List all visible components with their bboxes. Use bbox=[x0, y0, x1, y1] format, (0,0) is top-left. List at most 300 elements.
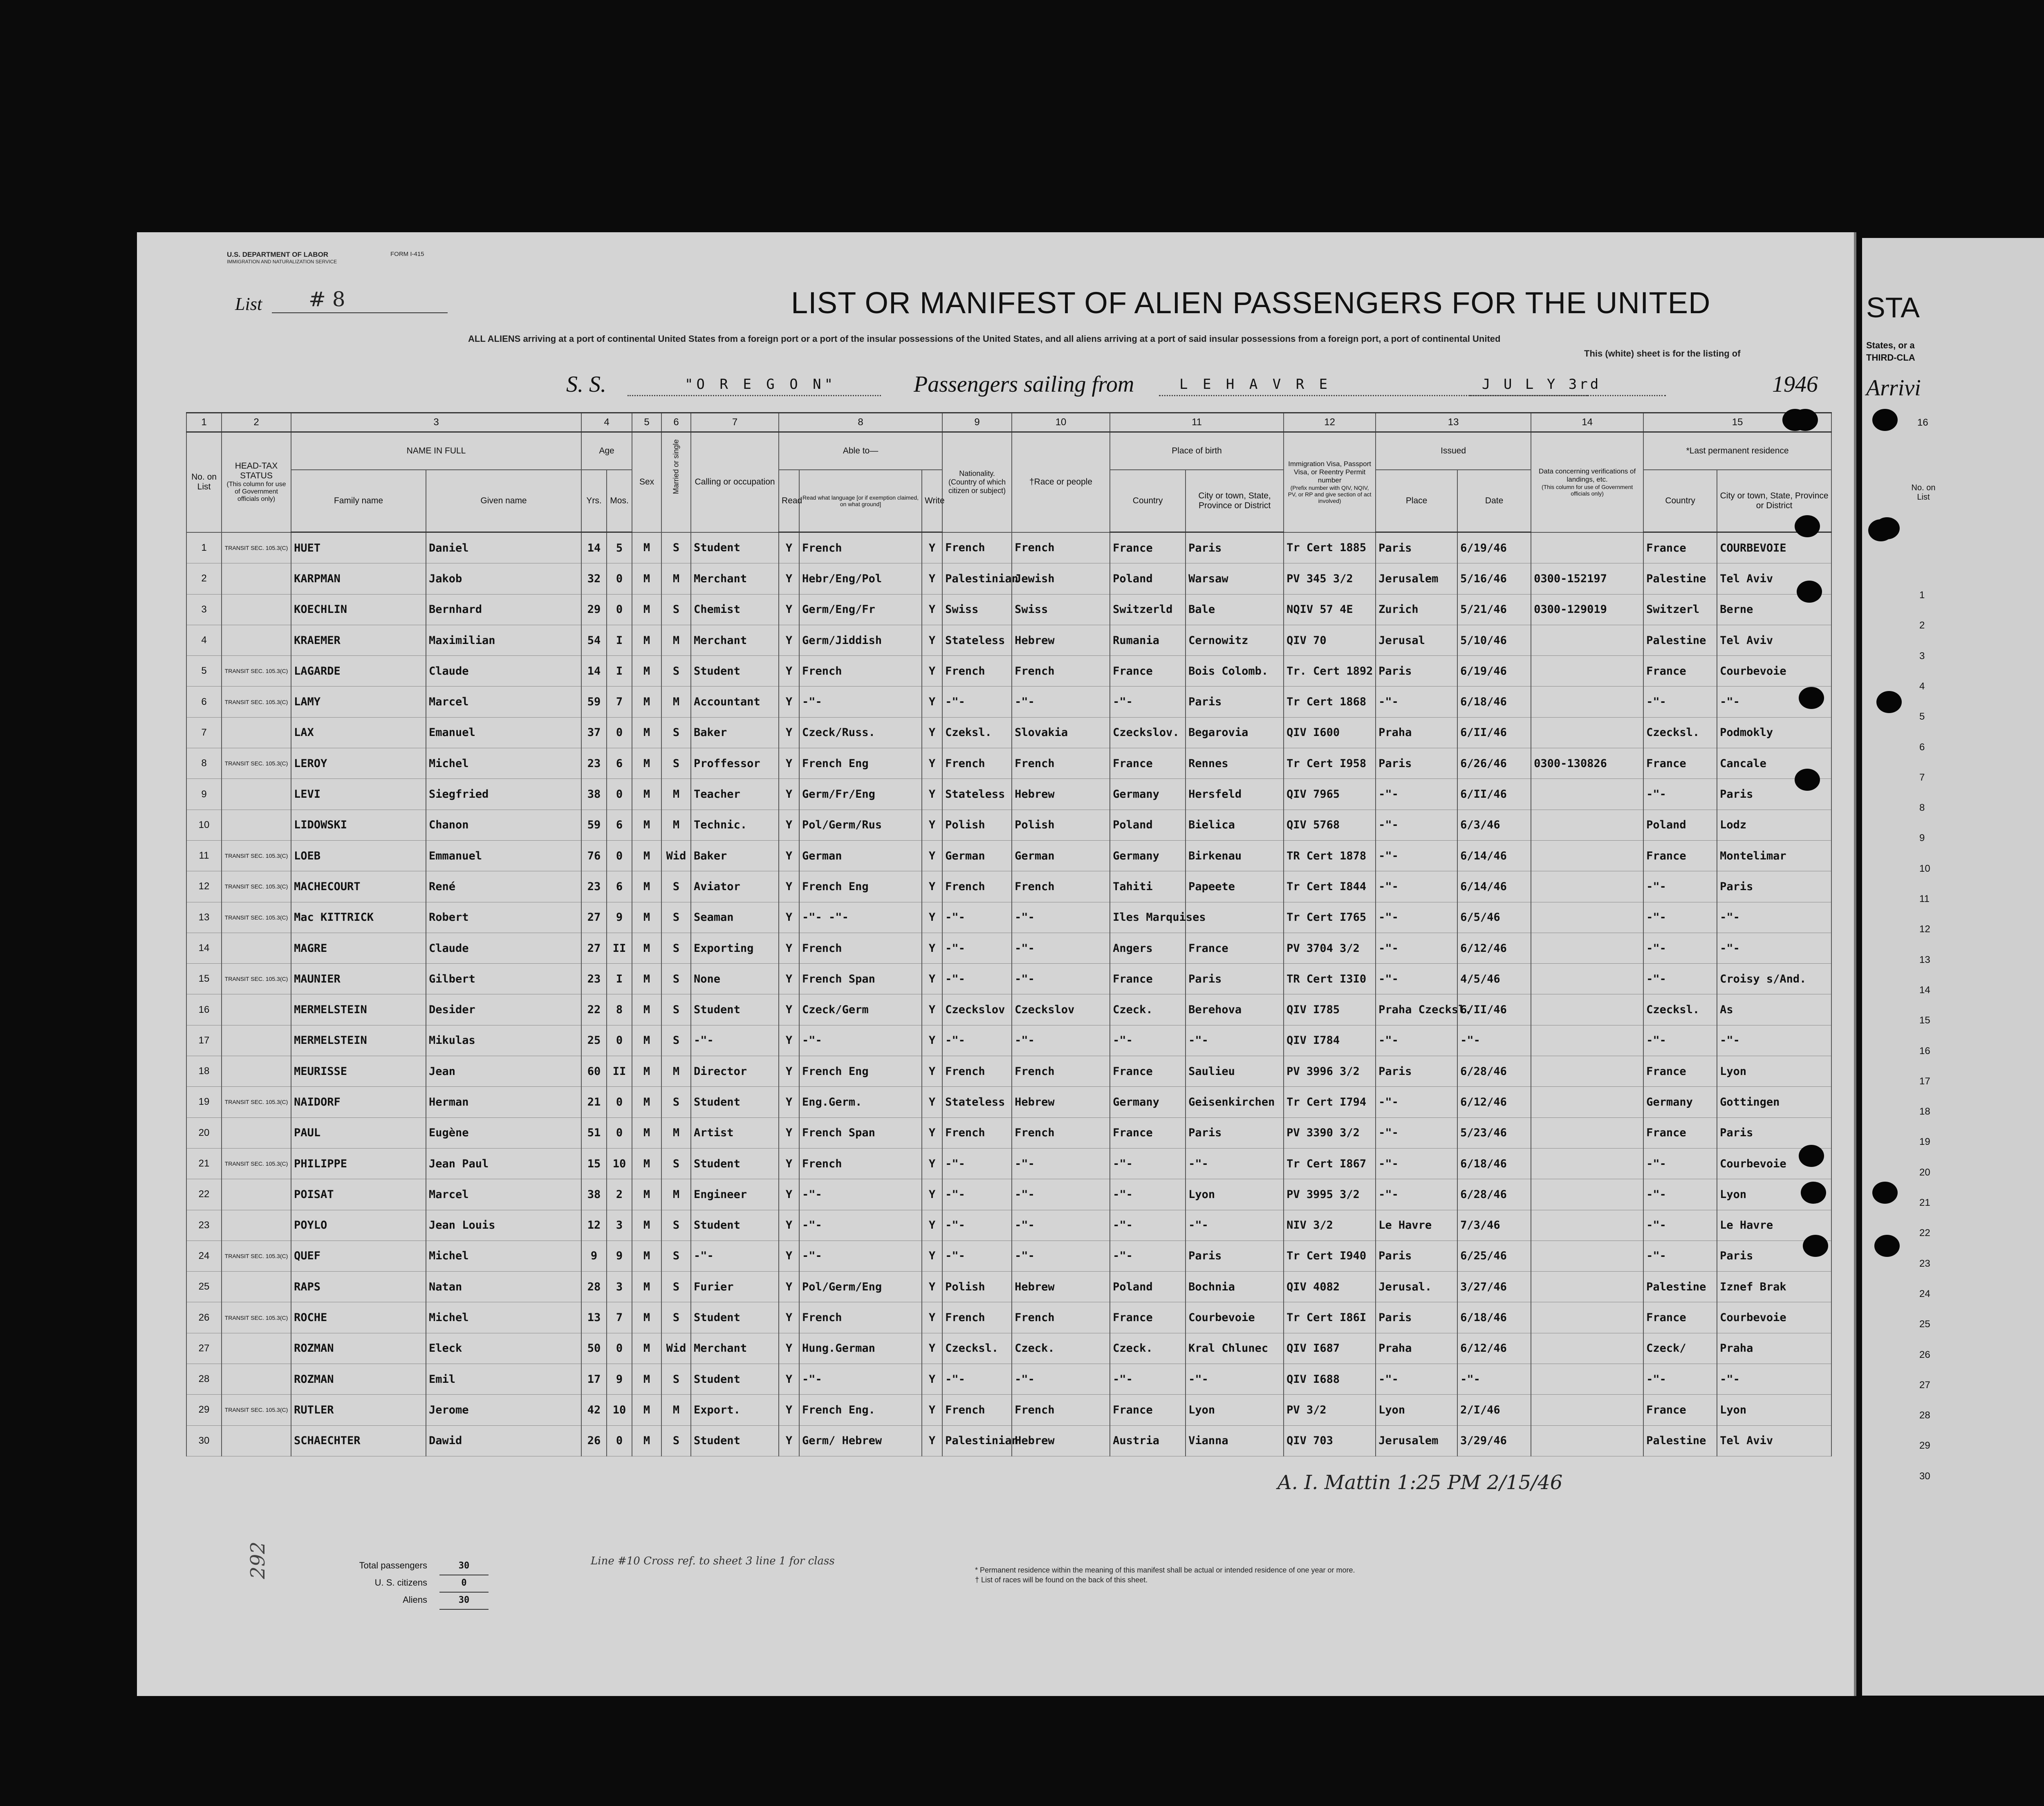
issued-place-header: Place bbox=[1376, 470, 1457, 532]
cell-tax: TRANSIT SEC. 105.3(C) bbox=[222, 1241, 291, 1271]
footnote-races: † List of races will be found on the back of this sheet. bbox=[975, 1576, 1148, 1584]
cell-bcountry: France bbox=[1110, 1056, 1186, 1087]
cell-bcity: -"- bbox=[1186, 1210, 1284, 1241]
table-row bbox=[186, 563, 1831, 594]
cell-tax bbox=[222, 933, 291, 963]
cell-sex: M bbox=[632, 1087, 661, 1117]
cell-tax: TRANSIT SEC. 105.3(C) bbox=[222, 964, 291, 994]
us-citizens-row bbox=[325, 1574, 489, 1591]
cell-read: Y bbox=[779, 902, 799, 933]
cell-sex: M bbox=[632, 1056, 661, 1087]
cell-given: Jean Paul bbox=[426, 1148, 581, 1179]
cell-idate: 6/5/46 bbox=[1457, 902, 1531, 933]
cell-lang: Germ/Jiddish bbox=[799, 625, 922, 655]
cell-tax bbox=[222, 1179, 291, 1210]
cell-given: Emanuel bbox=[426, 717, 581, 748]
cell-bcountry: -"- bbox=[1110, 1179, 1186, 1210]
cell-write: Y bbox=[922, 687, 942, 717]
cell-occ: Student bbox=[691, 1087, 779, 1117]
cell-visa: PV 3996 3/2 bbox=[1284, 1056, 1376, 1087]
cell-write: Y bbox=[922, 1117, 942, 1148]
adjacent-row-number: 16 bbox=[1919, 1045, 1930, 1057]
cell-tax: TRANSIT SEC. 105.3(C) bbox=[222, 532, 291, 563]
cell-rcountry: France bbox=[1643, 532, 1717, 563]
cell-yrs: 60 bbox=[581, 1056, 607, 1087]
cell-sex: M bbox=[632, 810, 661, 840]
cell-rcity: -"- bbox=[1717, 687, 1831, 717]
cell-bcountry: Poland bbox=[1110, 810, 1186, 840]
cell-race: French bbox=[1012, 871, 1110, 902]
cell-no: 15 bbox=[186, 964, 222, 994]
cell-read: Y bbox=[779, 748, 799, 779]
ship-name: "O R E G O N" bbox=[685, 376, 836, 393]
landings-title: Data concerning verifications of landings, etc. bbox=[1539, 467, 1636, 484]
cell-tax: TRANSIT SEC. 105.3(C) bbox=[222, 1395, 291, 1425]
cell-ms: M bbox=[661, 810, 691, 840]
cell-idate: 6/14/46 bbox=[1457, 840, 1531, 871]
cell-mos: 10 bbox=[607, 1395, 632, 1425]
cell-bcity: Papeete bbox=[1186, 871, 1284, 902]
cell-occ: -"- bbox=[691, 1241, 779, 1271]
cell-visa: Tr Cert I940 bbox=[1284, 1241, 1376, 1271]
cell-yrs: 23 bbox=[581, 871, 607, 902]
cell-no: 30 bbox=[186, 1425, 222, 1456]
cell-no: 2 bbox=[186, 563, 222, 594]
cell-given: Eleck bbox=[426, 1333, 581, 1364]
cell-write: Y bbox=[922, 840, 942, 871]
table-row bbox=[186, 532, 1831, 563]
cell-nat: French bbox=[942, 1302, 1012, 1333]
cell-bcity: Bochnia bbox=[1186, 1272, 1284, 1302]
cell-no: 20 bbox=[186, 1117, 222, 1148]
cell-read: Y bbox=[779, 810, 799, 840]
cell-yrs: 14 bbox=[581, 532, 607, 563]
cell-sex: M bbox=[632, 933, 661, 963]
cell-bcity: Kral Chlunec bbox=[1186, 1333, 1284, 1364]
cell-sex: M bbox=[632, 1179, 661, 1210]
cell-tax bbox=[222, 1025, 291, 1056]
cell-tax bbox=[222, 779, 291, 810]
cell-iplace: Jerusalem bbox=[1376, 1425, 1457, 1456]
us-citizens-value: 0 bbox=[439, 1575, 489, 1593]
cell-iplace: Paris bbox=[1376, 1302, 1457, 1333]
cell-family: MEURISSE bbox=[291, 1056, 426, 1087]
cell-land bbox=[1531, 1179, 1643, 1210]
cell-lang: Czeck/Germ bbox=[799, 994, 922, 1025]
cell-mos: 3 bbox=[607, 1210, 632, 1241]
cell-write: Y bbox=[922, 1425, 942, 1456]
adjacent-row-number: 5 bbox=[1919, 711, 1925, 722]
cell-lang: French bbox=[799, 656, 922, 687]
aliens-row bbox=[325, 1591, 489, 1609]
cell-bcity: Bielica bbox=[1186, 810, 1284, 840]
cell-tax bbox=[222, 625, 291, 655]
landings-header bbox=[1531, 432, 1643, 532]
cell-rcountry: Switzerl bbox=[1643, 594, 1717, 625]
cell-bcountry: Germany bbox=[1110, 779, 1186, 810]
cell-rcountry: -"- bbox=[1643, 933, 1717, 963]
table-row bbox=[186, 779, 1831, 810]
cell-idate: 6/25/46 bbox=[1457, 1241, 1531, 1271]
cell-given: Emmanuel bbox=[426, 840, 581, 871]
cell-idate: 4/5/46 bbox=[1457, 964, 1531, 994]
cell-iplace: Paris bbox=[1376, 532, 1457, 563]
cell-ms: M bbox=[661, 687, 691, 717]
cell-rcity: Paris bbox=[1717, 1117, 1831, 1148]
table-row bbox=[186, 1056, 1831, 1087]
totals-block bbox=[325, 1557, 489, 1609]
table-row bbox=[186, 625, 1831, 655]
cell-nat: -"- bbox=[942, 1364, 1012, 1395]
cell-occ: Student bbox=[691, 1148, 779, 1179]
cell-read: Y bbox=[779, 1179, 799, 1210]
cell-occ: Baker bbox=[691, 840, 779, 871]
cell-race: Jewish bbox=[1012, 563, 1110, 594]
table-row bbox=[186, 1148, 1831, 1179]
cell-tax: TRANSIT SEC. 105.3(C) bbox=[222, 1302, 291, 1333]
cell-nat: French bbox=[942, 1395, 1012, 1425]
cell-nat: -"- bbox=[942, 1179, 1012, 1210]
cell-lang: French bbox=[799, 1148, 922, 1179]
table-row bbox=[186, 933, 1831, 963]
cell-lang: French Span bbox=[799, 964, 922, 994]
cell-nat: -"- bbox=[942, 1210, 1012, 1241]
cell-occ: Merchant bbox=[691, 625, 779, 655]
cell-tax bbox=[222, 1364, 291, 1395]
cell-land bbox=[1531, 532, 1643, 563]
cell-family: LAGARDE bbox=[291, 656, 426, 687]
cell-no: 12 bbox=[186, 871, 222, 902]
cell-write: Y bbox=[922, 810, 942, 840]
header-row-1 bbox=[186, 432, 1831, 470]
cell-write: Y bbox=[922, 563, 942, 594]
cell-rcountry: -"- bbox=[1643, 1364, 1717, 1395]
cell-sex: M bbox=[632, 871, 661, 902]
colnum: 7 bbox=[691, 413, 779, 432]
cell-tax bbox=[222, 994, 291, 1025]
manifest-table bbox=[186, 412, 1832, 1456]
cell-read: Y bbox=[779, 625, 799, 655]
cell-yrs: 27 bbox=[581, 933, 607, 963]
cell-rcity: Berne bbox=[1717, 594, 1831, 625]
manifest-title: LIST OR MANIFEST OF ALIEN PASSENGERS FOR THE UNITED bbox=[791, 286, 1711, 320]
cell-bcity: Lyon bbox=[1186, 1179, 1284, 1210]
mos-header: Mos. bbox=[607, 470, 632, 532]
table-row bbox=[186, 964, 1831, 994]
cell-rcity: -"- bbox=[1717, 902, 1831, 933]
cell-iplace: Le Havre bbox=[1376, 1210, 1457, 1241]
cell-rcity: Lyon bbox=[1717, 1395, 1831, 1425]
manifest-sheet bbox=[137, 232, 1856, 1696]
cell-iplace: Praha Czecksl. bbox=[1376, 994, 1457, 1025]
cell-idate: -"- bbox=[1457, 1025, 1531, 1056]
cell-lang: Germ/Eng/Fr bbox=[799, 594, 922, 625]
cell-sex: M bbox=[632, 1241, 661, 1271]
cell-nat: French bbox=[942, 1056, 1012, 1087]
cell-lang: Germ/Fr/Eng bbox=[799, 779, 922, 810]
cell-rcountry: Poland bbox=[1643, 810, 1717, 840]
cell-no: 7 bbox=[186, 717, 222, 748]
cell-sex: M bbox=[632, 1210, 661, 1241]
cell-rcity: Lodz bbox=[1717, 810, 1831, 840]
cell-family: ROZMAN bbox=[291, 1364, 426, 1395]
sailing-date: J U L Y 3rd bbox=[1482, 376, 1601, 393]
cell-iplace: -"- bbox=[1376, 933, 1457, 963]
cell-land bbox=[1531, 1148, 1643, 1179]
cell-race: French bbox=[1012, 656, 1110, 687]
cell-yrs: 17 bbox=[581, 1364, 607, 1395]
adjacent-row-number: 10 bbox=[1919, 863, 1930, 874]
cell-tax bbox=[222, 717, 291, 748]
cell-visa: QIV 703 bbox=[1284, 1425, 1376, 1456]
cell-ms: S bbox=[661, 1425, 691, 1456]
cell-idate: 5/23/46 bbox=[1457, 1117, 1531, 1148]
cell-occ: Baker bbox=[691, 717, 779, 748]
aliens-value: 30 bbox=[439, 1592, 489, 1610]
cell-idate: 6/19/46 bbox=[1457, 532, 1531, 563]
cell-yrs: 76 bbox=[581, 840, 607, 871]
cell-tax: TRANSIT SEC. 105.3(C) bbox=[222, 902, 291, 933]
cell-nat: French bbox=[942, 656, 1012, 687]
cell-given: Jean bbox=[426, 1056, 581, 1087]
table-row bbox=[186, 840, 1831, 871]
cell-family: ROCHE bbox=[291, 1302, 426, 1333]
cell-visa: TR Cert 1878 bbox=[1284, 840, 1376, 871]
footnote-residence: * Permanent residence within the meaning of this manifest shall be actual or intended residence of one year or more. bbox=[975, 1566, 1355, 1574]
cell-write: Y bbox=[922, 1025, 942, 1056]
cell-nat: Swiss bbox=[942, 594, 1012, 625]
cell-mos: 7 bbox=[607, 1302, 632, 1333]
cell-bcountry: Czeck. bbox=[1110, 1333, 1186, 1364]
cell-write: Y bbox=[922, 1364, 942, 1395]
cell-rcity: Paris bbox=[1717, 1241, 1831, 1271]
cell-visa: QIV I785 bbox=[1284, 994, 1376, 1025]
cell-family: HUET bbox=[291, 532, 426, 563]
cell-bcity: Birkenau bbox=[1186, 840, 1284, 871]
cell-read: Y bbox=[779, 1025, 799, 1056]
cell-yrs: 32 bbox=[581, 563, 607, 594]
cell-race: -"- bbox=[1012, 964, 1110, 994]
cell-visa: QIV 70 bbox=[1284, 625, 1376, 655]
cell-nat: -"- bbox=[942, 1148, 1012, 1179]
cell-mos: 6 bbox=[607, 748, 632, 779]
cell-bcity: Paris bbox=[1186, 532, 1284, 563]
cell-land bbox=[1531, 1241, 1643, 1271]
res-city-header: City or town, State, Province or District bbox=[1717, 470, 1831, 532]
cell-family: RUTLER bbox=[291, 1395, 426, 1425]
cell-read: Y bbox=[779, 1425, 799, 1456]
cell-race: French bbox=[1012, 1117, 1110, 1148]
cell-rcity: Lyon bbox=[1717, 1056, 1831, 1087]
cell-write: Y bbox=[922, 1087, 942, 1117]
adjacent-third-class: THIRD-CLA bbox=[1866, 352, 1915, 363]
cell-read: Y bbox=[779, 687, 799, 717]
cell-family: LEVI bbox=[291, 779, 426, 810]
adjacent-row-number: 20 bbox=[1919, 1167, 1930, 1178]
cell-family: MERMELSTEIN bbox=[291, 994, 426, 1025]
adjacent-arriving: Arrivi bbox=[1866, 375, 1921, 401]
cell-race: -"- bbox=[1012, 1364, 1110, 1395]
cell-nat: Stateless bbox=[942, 625, 1012, 655]
adjacent-row-number: 9 bbox=[1919, 832, 1925, 844]
adjacent-no-on-list: No. on List bbox=[1911, 483, 1936, 502]
cell-ms: Wid bbox=[661, 840, 691, 871]
cell-nat: -"- bbox=[942, 1025, 1012, 1056]
cell-mos: 0 bbox=[607, 594, 632, 625]
cell-yrs: 13 bbox=[581, 1302, 607, 1333]
colnum: 6 bbox=[661, 413, 691, 432]
cell-lang: Hung.German bbox=[799, 1333, 922, 1364]
colnum: 4 bbox=[581, 413, 632, 432]
cell-given: Natan bbox=[426, 1272, 581, 1302]
cell-mos: 0 bbox=[607, 1117, 632, 1148]
cell-bcity: Paris bbox=[1186, 964, 1284, 994]
cell-given: Mikulas bbox=[426, 1025, 581, 1056]
inspector-signature: A. I. Mattin 1:25 PM 2/15/46 bbox=[1278, 1471, 1563, 1494]
cell-sex: M bbox=[632, 1148, 661, 1179]
cell-lang: -"- bbox=[799, 1364, 922, 1395]
cell-tax: TRANSIT SEC. 105.3(C) bbox=[222, 1148, 291, 1179]
cell-iplace: Paris bbox=[1376, 1056, 1457, 1087]
cell-nat: Czeksl. bbox=[942, 717, 1012, 748]
cell-rcity: As bbox=[1717, 994, 1831, 1025]
cell-ms: S bbox=[661, 902, 691, 933]
cell-write: Y bbox=[922, 717, 942, 748]
cell-read: Y bbox=[779, 964, 799, 994]
cell-rcountry: France bbox=[1643, 748, 1717, 779]
cell-mos: 8 bbox=[607, 994, 632, 1025]
cell-yrs: 50 bbox=[581, 1333, 607, 1364]
cell-ms: M bbox=[661, 1179, 691, 1210]
cell-mos: 0 bbox=[607, 1087, 632, 1117]
cell-occ: Chemist bbox=[691, 594, 779, 625]
cell-land bbox=[1531, 1425, 1643, 1456]
cell-bcountry: Germany bbox=[1110, 1087, 1186, 1117]
colnum: 2 bbox=[222, 413, 291, 432]
no-on-list-header: No. on List bbox=[186, 432, 222, 532]
cell-family: QUEF bbox=[291, 1241, 426, 1271]
cell-family: LEROY bbox=[291, 748, 426, 779]
cell-tax bbox=[222, 594, 291, 625]
cell-sex: M bbox=[632, 687, 661, 717]
cell-iplace: -"- bbox=[1376, 964, 1457, 994]
cell-occ: Student bbox=[691, 994, 779, 1025]
cell-family: PAUL bbox=[291, 1117, 426, 1148]
cell-tax bbox=[222, 563, 291, 594]
cell-given: Jerome bbox=[426, 1395, 581, 1425]
cell-lang: -"- bbox=[799, 687, 922, 717]
punch-hole bbox=[1874, 1235, 1900, 1257]
cell-iplace: Praha bbox=[1376, 1333, 1457, 1364]
cell-iplace: -"- bbox=[1376, 1087, 1457, 1117]
cell-given: Jakob bbox=[426, 563, 581, 594]
cell-iplace: Praha bbox=[1376, 717, 1457, 748]
cell-sex: M bbox=[632, 902, 661, 933]
cell-race: -"- bbox=[1012, 902, 1110, 933]
cell-nat: French bbox=[942, 532, 1012, 563]
cell-land bbox=[1531, 717, 1643, 748]
cell-land bbox=[1531, 625, 1643, 655]
table-row bbox=[186, 1302, 1831, 1333]
cell-rcountry: -"- bbox=[1643, 687, 1717, 717]
list-number: # 8 bbox=[309, 287, 345, 311]
cell-write: Y bbox=[922, 1148, 942, 1179]
table-row bbox=[186, 1210, 1831, 1241]
cell-occ: Merchant bbox=[691, 563, 779, 594]
cell-write: Y bbox=[922, 656, 942, 687]
cell-family: SCHAECHTER bbox=[291, 1425, 426, 1456]
cell-land bbox=[1531, 1210, 1643, 1241]
cell-lang: -"- bbox=[799, 1179, 922, 1210]
cell-no: 1 bbox=[186, 532, 222, 563]
list-label: List bbox=[235, 294, 262, 314]
cell-nat: French bbox=[942, 871, 1012, 902]
cell-lang: French bbox=[799, 933, 922, 963]
cell-given: Emil bbox=[426, 1364, 581, 1395]
visa-header bbox=[1284, 432, 1376, 532]
name-in-full-header: NAME IN FULL bbox=[291, 432, 581, 470]
cell-idate: 6/12/46 bbox=[1457, 933, 1531, 963]
cell-family: KOECHLIN bbox=[291, 594, 426, 625]
cell-given: Bernhard bbox=[426, 594, 581, 625]
cell-yrs: 38 bbox=[581, 1179, 607, 1210]
cell-race: -"- bbox=[1012, 1210, 1110, 1241]
adjacent-row-number: 30 bbox=[1919, 1470, 1930, 1482]
cell-visa: Tr Cert I867 bbox=[1284, 1148, 1376, 1179]
cell-read: Y bbox=[779, 871, 799, 902]
cell-bcountry: -"- bbox=[1110, 1025, 1186, 1056]
cell-rcity: Croisy s/And. bbox=[1717, 964, 1831, 994]
cell-ms: S bbox=[661, 1302, 691, 1333]
punch-hole bbox=[1797, 581, 1822, 603]
list-underline bbox=[272, 312, 448, 313]
colnum: 1 bbox=[186, 413, 222, 432]
cell-ms: S bbox=[661, 1210, 691, 1241]
cell-visa: PV 3/2 bbox=[1284, 1395, 1376, 1425]
cell-visa: Tr Cert I86I bbox=[1284, 1302, 1376, 1333]
cell-write: Y bbox=[922, 1395, 942, 1425]
cell-occ: -"- bbox=[691, 1025, 779, 1056]
cell-occ: Student bbox=[691, 1364, 779, 1395]
cell-land bbox=[1531, 1087, 1643, 1117]
cell-write: Y bbox=[922, 964, 942, 994]
cell-iplace: Jerusalem bbox=[1376, 563, 1457, 594]
cell-bcity: Rennes bbox=[1186, 748, 1284, 779]
cell-rcity: Courbevoie bbox=[1717, 1302, 1831, 1333]
intro-right-text: This (white) sheet is for the listing of bbox=[1584, 348, 1741, 359]
cell-sex: M bbox=[632, 1302, 661, 1333]
cell-ms: S bbox=[661, 1364, 691, 1395]
cell-mos: I bbox=[607, 625, 632, 655]
cell-mos: 0 bbox=[607, 840, 632, 871]
cell-sex: M bbox=[632, 594, 661, 625]
adjacent-row-number: 15 bbox=[1919, 1015, 1930, 1026]
cell-ms: S bbox=[661, 1272, 691, 1302]
cell-idate: 6/18/46 bbox=[1457, 1302, 1531, 1333]
last-residence-header: *Last permanent residence bbox=[1643, 432, 1831, 470]
table-row bbox=[186, 1272, 1831, 1302]
landings-note: (This column for use of Government officials only) bbox=[1541, 484, 1633, 497]
table-row bbox=[186, 687, 1831, 717]
cell-lang: French Eng bbox=[799, 871, 922, 902]
cell-no: 11 bbox=[186, 840, 222, 871]
cell-race: Hebrew bbox=[1012, 1087, 1110, 1117]
cell-no: 10 bbox=[186, 810, 222, 840]
table-row bbox=[186, 1333, 1831, 1364]
cell-tax bbox=[222, 1333, 291, 1364]
cell-mos: 9 bbox=[607, 1241, 632, 1271]
cell-lang: -"- bbox=[799, 1241, 922, 1271]
